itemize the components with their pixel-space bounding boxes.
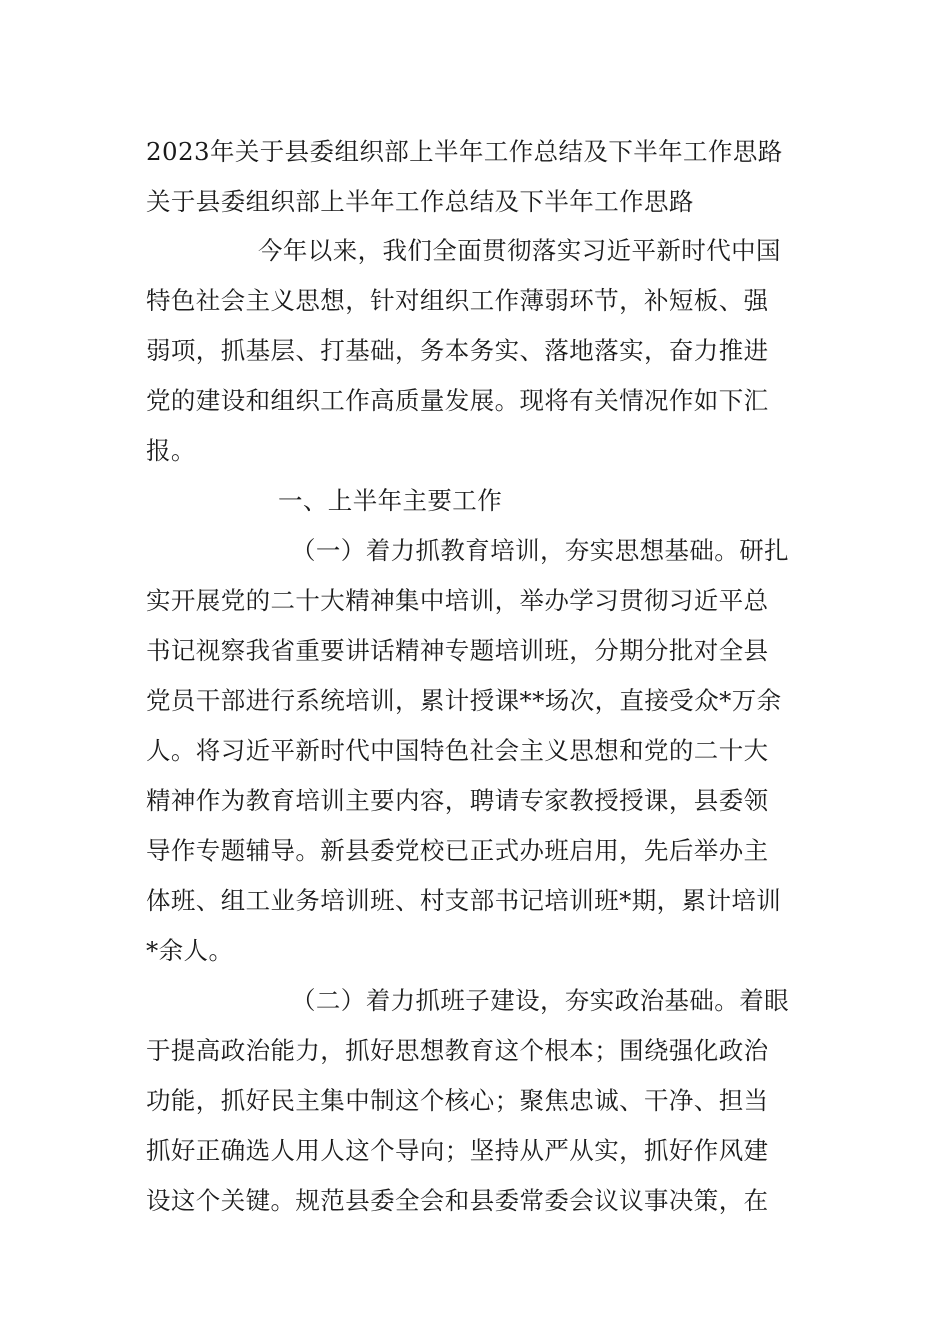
intro-line: 今年以来，我们全面贯彻落实习近平新时代中国 <box>258 236 781 265</box>
para2-line: 于提高政治能力，抓好思想教育这个根本；围绕强化政治 <box>146 1036 769 1065</box>
para1-line: 书记视察我省重要讲话精神专题培训班，分期分批对全县 <box>146 636 769 665</box>
para2-line: 功能，抓好民主集中制这个核心；聚焦忠诚、干净、担当 <box>146 1086 769 1115</box>
para1-line: 导作专题辅导。新县委党校已正式办班启用，先后举办主 <box>146 836 769 865</box>
para1-line: *余人。 <box>146 936 234 965</box>
document-subtitle: 关于县委组织部上半年工作总结及下半年工作思路 <box>146 187 694 216</box>
intro-line: 弱项，抓基层、打基础，务本务实、落地落实，奋力推进 <box>146 336 769 365</box>
para1-line: 精神作为教育培训主要内容，聘请专家教授授课，县委领 <box>146 786 769 815</box>
para1-line: 体班、组工业务培训班、村支部书记培训班*期，累计培训 <box>146 886 782 915</box>
para1-line: 党员干部进行系统培训，累计授课**场次，直接受众*万余 <box>146 686 782 715</box>
intro-line: 报。 <box>146 436 196 465</box>
para1-line: 实开展党的二十大精神集中培训，举办学习贯彻习近平总 <box>146 586 769 615</box>
para1-line: （一）着力抓教育培训，夯实思想基础。研扎 <box>291 536 789 565</box>
section-heading: 一、上半年主要工作 <box>278 486 503 515</box>
para2-line: （二）着力抓班子建设，夯实政治基础。着眼 <box>291 986 789 1015</box>
para2-line: 设这个关键。规范县委全会和县委常委会议议事决策，在 <box>146 1186 769 1215</box>
para1-line: 人。将习近平新时代中国特色社会主义思想和党的二十大 <box>146 736 769 765</box>
para2-line: 抓好正确选人用人这个导向；坚持从严从实，抓好作风建 <box>146 1136 769 1165</box>
intro-line: 特色社会主义思想，针对组织工作薄弱环节，补短板、强 <box>146 286 769 315</box>
intro-line: 党的建设和组织工作高质量发展。现将有关情况作如下汇 <box>146 386 769 415</box>
document-title: 2023年关于县委组织部上半年工作总结及下半年工作思路 <box>146 137 783 166</box>
